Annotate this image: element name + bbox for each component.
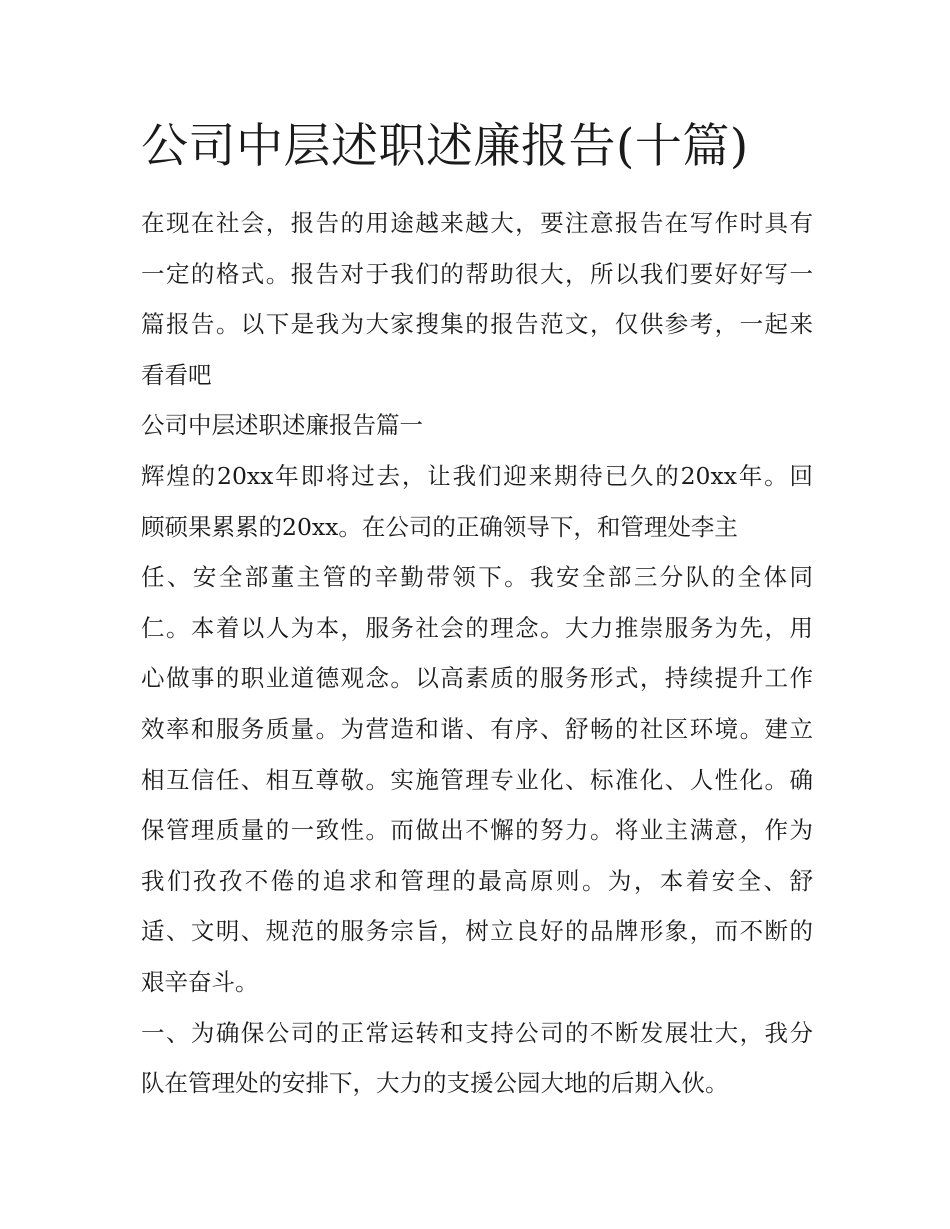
- document-body: [141, 198, 813, 1109]
- paragraph-line: 任、安全部董主管的辛勤带领下。我安全部三分队的全体同: [141, 563, 813, 592]
- document-title: 公司中层述职述廉报告(十篇): [141, 119, 749, 174]
- paragraph-line: 仁。本着以人为本，服务社会的理念。大力推崇服务为先，用: [141, 613, 813, 642]
- paragraph-line: 艰辛奋斗。: [141, 967, 259, 996]
- paragraph-line: 一定的格式。报告对于我们的帮助很大，所以我们要好好写一: [141, 259, 813, 288]
- paragraph-line: 在现在社会，报告的用途越来越大，要注意报告在写作时具有: [141, 209, 813, 237]
- section-heading: 公司中层述职述廉报告篇一: [141, 411, 423, 440]
- paragraph-line: 我们孜孜不倦的追求和管理的最高原则。为，本着安全、舒: [141, 866, 813, 895]
- paragraph-line: 适、文明、规范的服务宗旨，树立良好的品牌形象，而不断的: [141, 917, 813, 946]
- paragraph-line: 看看吧: [141, 360, 212, 389]
- paragraph-line: 篇报告。以下是我为大家搜集的报告范文，仅供参考，一起来: [141, 310, 813, 339]
- paragraph-line: 心做事的职业道德观念。以高素质的服务形式，持续提升工作: [141, 664, 813, 693]
- paragraph-line: 队在管理处的安排下，大力的支援公园大地的后期入伙。: [141, 1069, 729, 1098]
- paragraph-line: 一、为确保公司的正常运转和支持公司的不断发展壮大，我分: [141, 1018, 813, 1047]
- paragraph-line: 辉煌的20xx年即将过去，让我们迎来期待已久的20xx年。回: [141, 461, 813, 490]
- paragraph-line: 相互信任、相互尊敬。实施管理专业化、标准化、人性化。确: [141, 765, 813, 794]
- paragraph-line: 顾硕果累累的20xx。在公司的正确领导下，和管理处李主: [141, 512, 738, 541]
- paragraph-line: 效率和服务质量。为营造和谐、有序、舒畅的社区环境。建立: [141, 714, 813, 743]
- paragraph-line: 保管理质量的一致性。而做出不懈的努力。将业主满意，作为: [141, 816, 813, 845]
